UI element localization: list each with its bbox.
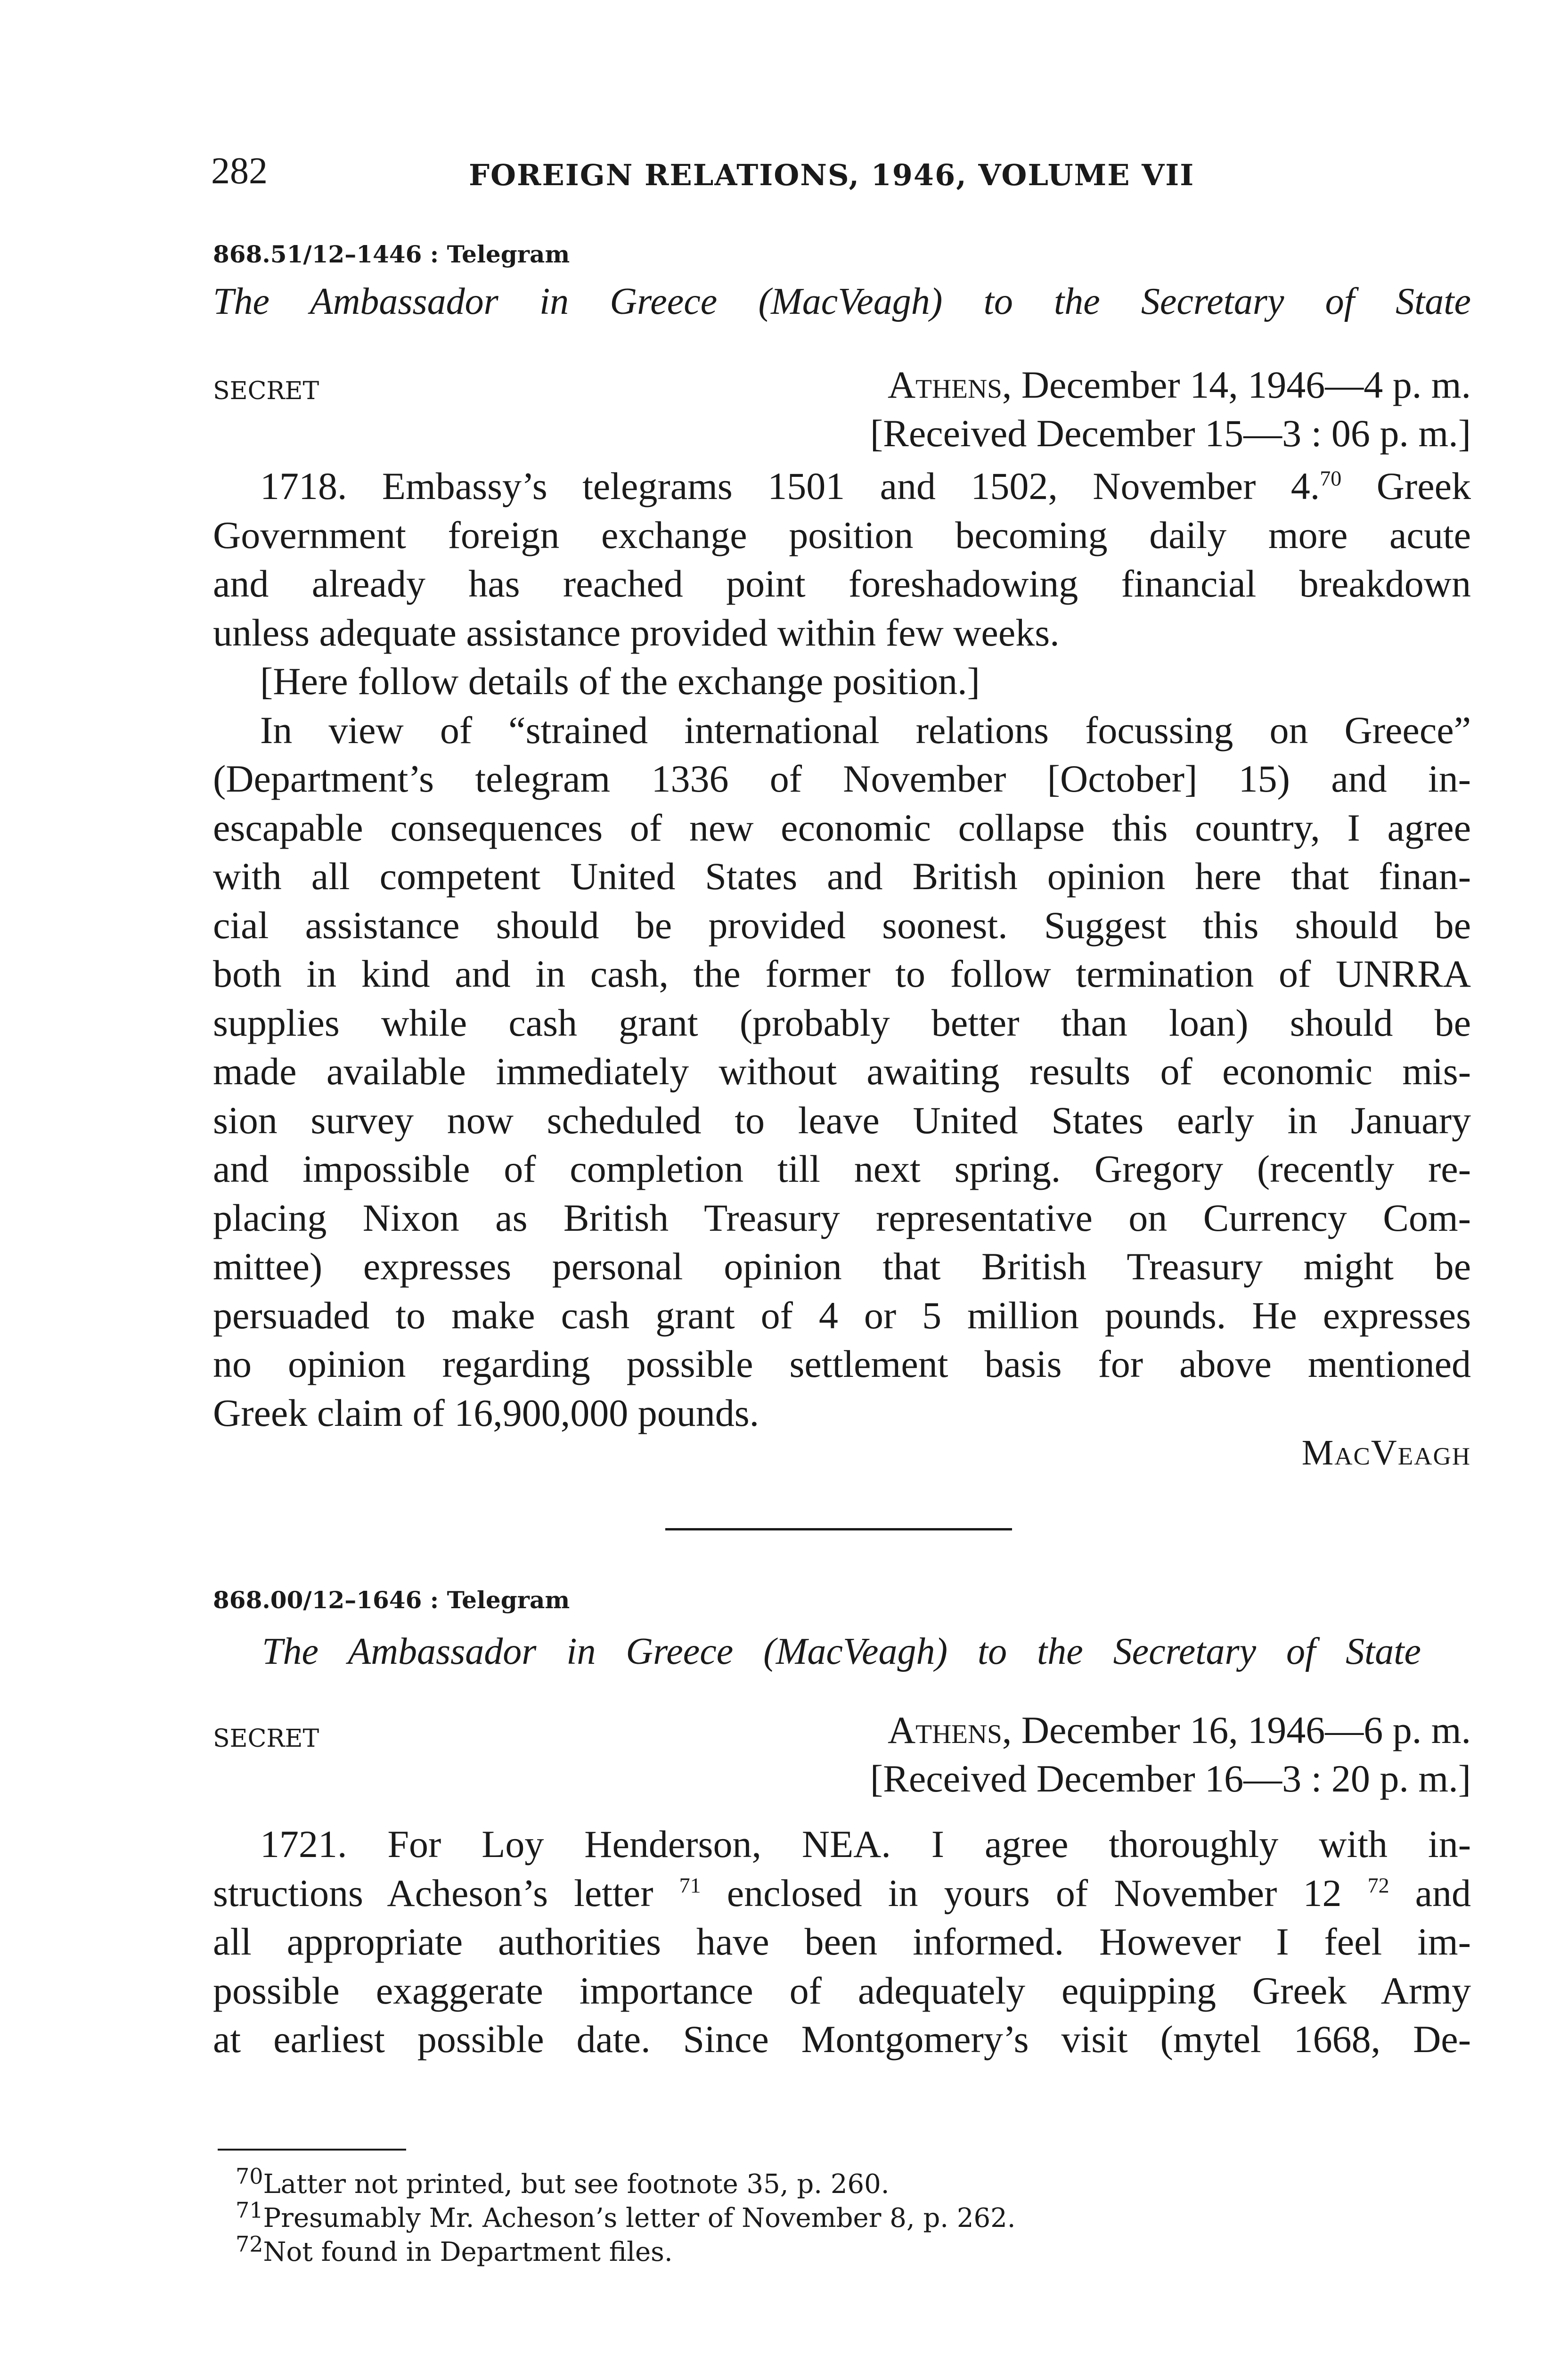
doc1-para3-line: placing Nixon as British Treasury representative on Currency Com- <box>213 1196 1471 1239</box>
doc1-para3-line: no opinion regarding possible settlement basis for above mentioned <box>213 1342 1471 1385</box>
doc1-para1-line: and already has reached point foreshadowing financial breakdown <box>213 562 1471 605</box>
doc2-line2-text: structions Acheson’s letter <box>213 1871 653 1914</box>
doc2-classification: SECRET <box>213 1725 319 1753</box>
footnote-72 <box>236 2231 1016 2269</box>
doc1-title: The Ambassador in Greece (MacVeagh) to the Secretary of State <box>213 281 1471 322</box>
doc1-para3-line: cial assistance should be provided soonest. Suggest this should be <box>213 903 1471 947</box>
footnote-ref-72: 72 <box>1367 1873 1389 1898</box>
doc2-line <box>213 1869 1471 1918</box>
doc2-place: Athens <box>887 1709 1002 1751</box>
doc1-para1-text: 1718. Embassy’s telegrams 1501 and 1502, November 4. <box>260 465 1320 507</box>
footnote-number: 72 <box>236 2231 263 2257</box>
footnote-text: Latter not printed, but see footnote 35, p. 260. <box>263 2169 890 2200</box>
footnote-71 <box>236 2197 1016 2235</box>
doc1-place: Athens <box>887 363 1002 406</box>
doc2-received: [Received December 16—3 : 20 p. m.] <box>870 1757 1471 1800</box>
doc2-line: at earliest possible date. Since Montgomery’s visit (mytel 1668, De- <box>213 2018 1471 2061</box>
doc2-line: all appropriate authorities have been informed. However I feel im- <box>213 1920 1471 1963</box>
doc1-para3-line: supplies while cash grant (probably better than loan) should be <box>213 1001 1471 1044</box>
doc1-para3-line: both in kind and in cash, the former to follow termination of UNRRA <box>213 952 1471 995</box>
footnote-rule <box>218 2149 406 2151</box>
doc1-para3-line: Greek claim of 16,900,000 pounds. <box>213 1391 760 1434</box>
doc1-received: [Received December 15—3 : 06 p. m.] <box>870 412 1471 455</box>
doc1-para3-line: and impossible of completion till next spring. Gregory (recently re- <box>213 1147 1471 1190</box>
doc2-line2-text: and <box>1415 1871 1471 1914</box>
doc2-line2-text: enclosed in yours of November 12 <box>727 1871 1342 1914</box>
doc1-para3-line: persuaded to make cash grant of 4 or 5 million pounds. He expresses <box>213 1293 1471 1337</box>
doc2-file-number: 868.00/12–1646 : Telegram <box>213 1586 570 1614</box>
doc1-date: , December 14, 1946—4 p. m. <box>1002 363 1471 406</box>
section-divider <box>665 1528 1012 1530</box>
footnote-text: Presumably Mr. Acheson’s letter of November 8, p. 262. <box>263 2203 1016 2233</box>
footnote-ref-70: 70 <box>1320 466 1342 491</box>
doc1-para3-line: mittee) expresses personal opinion that British Treasury might be <box>213 1245 1471 1288</box>
doc1-para1-line: unless adequate assistance provided within few weeks. <box>213 611 1060 654</box>
doc1-para1-line <box>213 462 1471 511</box>
footnote-number: 70 <box>236 2163 263 2189</box>
doc1-para3-line: with all competent United States and British opinion here that finan- <box>213 855 1471 898</box>
doc1-file-number: 868.51/12–1446 : Telegram <box>213 240 570 268</box>
footnote-ref-71: 71 <box>679 1873 701 1898</box>
doc1-para3-line: sion survey now scheduled to leave United States early in January <box>213 1098 1471 1142</box>
doc1-para3-line: escapable consequences of new economic collapse this country, I agree <box>213 806 1471 849</box>
running-title: FOREIGN RELATIONS, 1946, VOLUME VII <box>469 158 1195 192</box>
page-number: 282 <box>211 150 268 192</box>
doc1-para1-cont: Greek <box>1376 465 1471 507</box>
doc2-date: , December 16, 1946—6 p. m. <box>1002 1709 1471 1751</box>
doc1-para3-line: made available immediately without awaiting results of economic mis- <box>213 1050 1471 1093</box>
doc1-classification: SECRET <box>213 377 319 405</box>
doc2-dateline <box>888 1708 1471 1752</box>
footnotes <box>236 2163 1016 2269</box>
doc2-line: 1721. For Loy Henderson, NEA. I agree thoroughly with in- <box>260 1823 1471 1865</box>
doc1-dateline <box>888 363 1471 407</box>
footnote-70 <box>236 2163 1016 2201</box>
footnote-text: Not found in Department files. <box>263 2237 673 2267</box>
footnote-number: 71 <box>236 2197 263 2223</box>
doc1-para3-line: In view of “strained international relations focussing on Greece” <box>260 708 1471 752</box>
doc1-para2: [Here follow details of the exchange position.] <box>260 660 980 703</box>
doc2-title: The Ambassador in Greece (MacVeagh) to the Secretary of State <box>262 1631 1421 1672</box>
doc1-body <box>213 462 1471 1437</box>
doc2-body <box>213 1820 1471 2064</box>
doc1-para1-line: Government foreign exchange position becoming daily more acute <box>213 513 1471 556</box>
doc1-para3-line: (Department’s telegram 1336 of November [October] 15) and in- <box>213 757 1471 800</box>
doc2-line: possible exaggerate importance of adequately equipping Greek Army <box>213 1969 1471 2012</box>
doc1-signature: MacVeagh <box>1301 1433 1471 1472</box>
